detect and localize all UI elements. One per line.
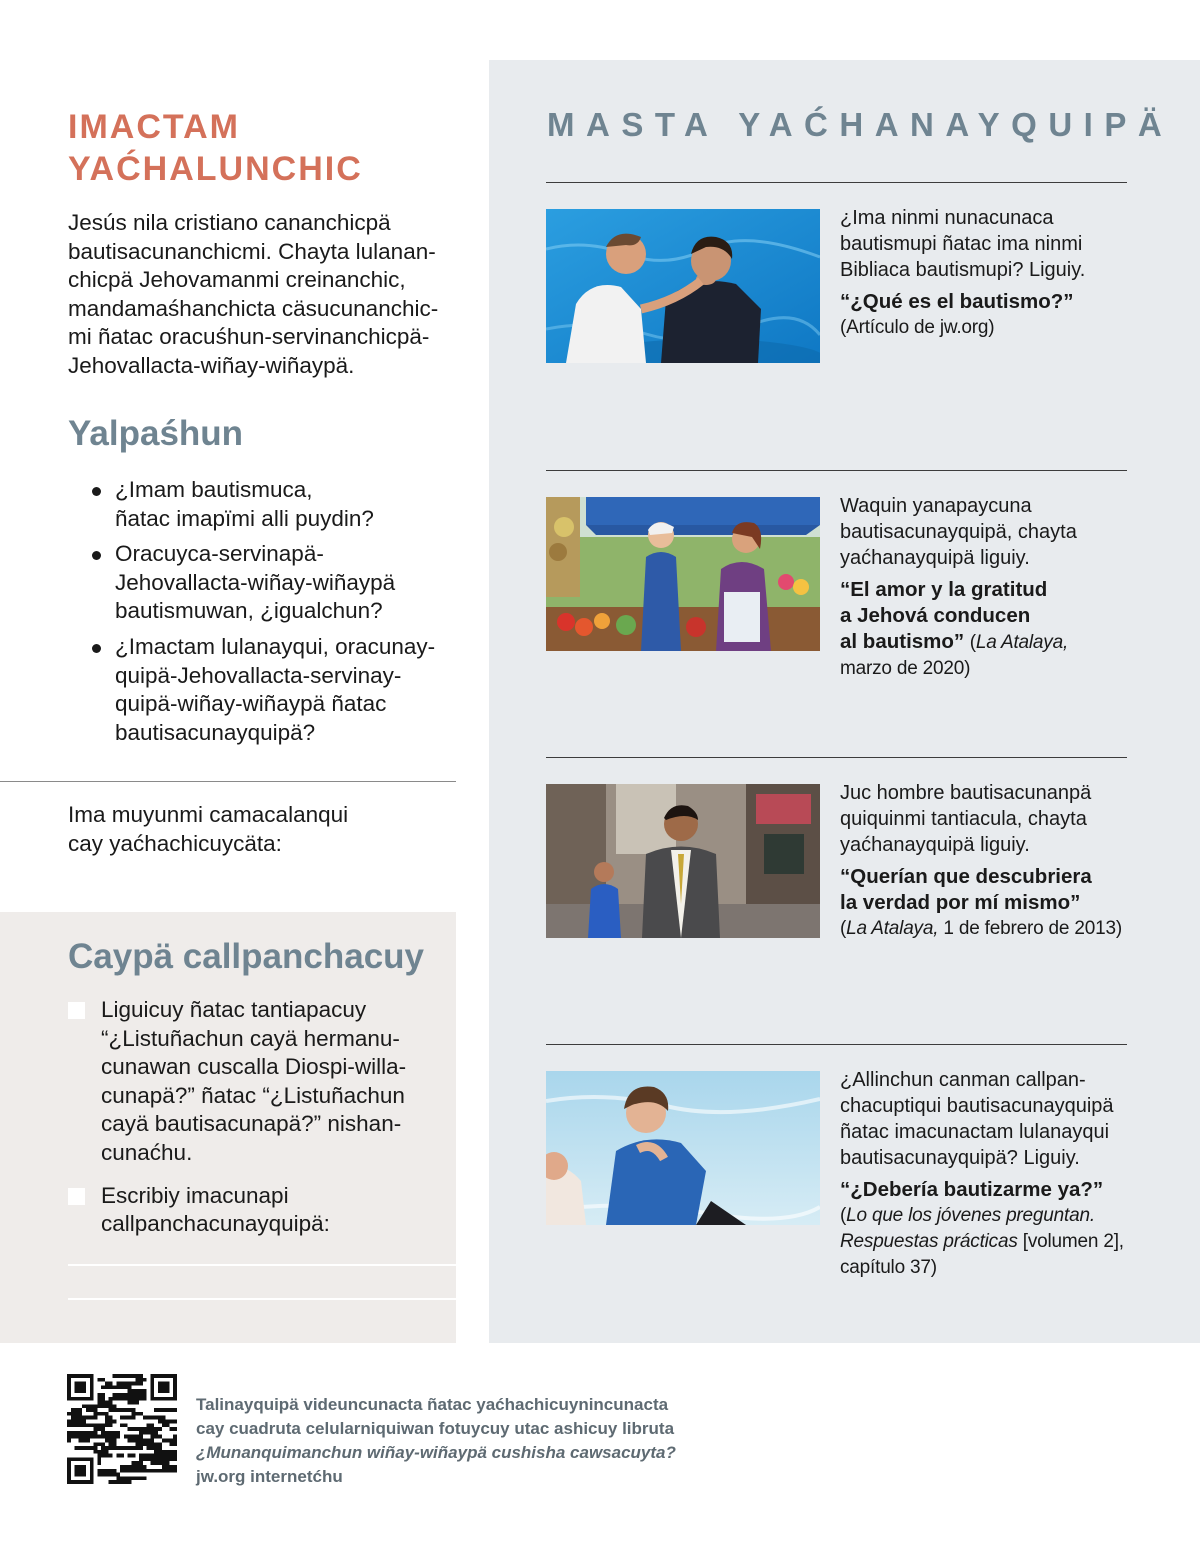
entry-desc-line: ¿Ima ninmi nunacunaca bbox=[840, 207, 1054, 229]
resource-entry bbox=[840, 205, 1140, 341]
photo-baptism-pool bbox=[546, 209, 820, 363]
question-line: ¿Imam bautismuca, bbox=[115, 477, 313, 502]
article-title[interactable]: “El amor y la gratitud bbox=[840, 578, 1048, 601]
question-line: Oracuyca-servinapä- bbox=[115, 541, 324, 567]
bullet-icon bbox=[92, 487, 101, 496]
task-line: cunaćhu. bbox=[101, 1139, 193, 1165]
entry-desc-line: Juc hombre bautisacunanpä bbox=[840, 782, 1092, 804]
memo-line: cay yaćhachicuycäta: bbox=[68, 830, 282, 856]
article-title[interactable]: “¿Qué es el bautismo?” bbox=[840, 290, 1074, 313]
intro-line: Jehovallacta-wiñay-wiñaypä. bbox=[68, 352, 355, 378]
intro-line: mandamaśhanchicta cäsucunanchic- bbox=[68, 295, 439, 321]
source-line: (Artículo de jw.org) bbox=[840, 317, 995, 338]
source-line: marzo de 2020) bbox=[840, 658, 971, 679]
task-line: “¿Listuñachun cayä hermanu- bbox=[101, 1025, 400, 1051]
practice-heading: Caypä callpanchacuy bbox=[68, 937, 424, 976]
source-title: Respuestas prácticas bbox=[840, 1231, 1018, 1252]
memo-line: Ima muyunmi camacalanqui bbox=[68, 802, 349, 827]
task-line: cunapä?” ñatac “¿Listuñachun bbox=[101, 1082, 405, 1108]
question-line: quipä-Jehovallacta-servinay- bbox=[115, 662, 402, 688]
checkbox[interactable] bbox=[68, 1002, 85, 1019]
divider bbox=[0, 781, 456, 782]
writing-line[interactable] bbox=[68, 1264, 456, 1266]
list-item bbox=[92, 540, 462, 626]
task-line: Liguicuy ñatac tantiapacuy bbox=[101, 997, 367, 1022]
intro-line: chicpä Jehovamanmi creinanchic, bbox=[68, 267, 406, 293]
entry-desc-line: quiquinmi tantiacula, chayta bbox=[840, 808, 1087, 830]
entry-desc-line: bautisacunayquipä, chayta bbox=[840, 521, 1077, 543]
task-line: cunawan cuscalla Diospi-willa- bbox=[101, 1054, 407, 1080]
task-line: Escribiy imacunapi bbox=[101, 1182, 289, 1208]
divider bbox=[546, 757, 1127, 758]
review-heading: Yalpaśhun bbox=[68, 414, 244, 453]
source-line: capítulo 37) bbox=[840, 1257, 937, 1278]
divider bbox=[546, 1044, 1127, 1045]
intro-line: Jesús nila cristiano cananchicpä bbox=[68, 210, 391, 235]
intro-line: mi ñatac oracuśhun-servinanchicpä- bbox=[68, 324, 430, 350]
checkbox[interactable] bbox=[68, 1188, 85, 1205]
title-line: IMACTAM bbox=[68, 108, 240, 146]
task-line: callpanchacunayquipä: bbox=[101, 1211, 330, 1237]
footer-line: Talinayquipä videuncunacta ñatac yaćhachicuynincunacta bbox=[196, 1395, 669, 1414]
book-title[interactable]: ¿Munanquimanchun wiñay-wiñaypä cushisha cawsacuyta? bbox=[196, 1443, 676, 1462]
question-line: ¿Imactam lulanayqui, oracunay- bbox=[115, 633, 436, 659]
website-label[interactable]: jw.org internetćhu bbox=[196, 1467, 343, 1486]
source-line: [volumen 2], bbox=[1022, 1231, 1124, 1252]
article-title[interactable]: al bautismo” bbox=[840, 630, 965, 653]
review-questions bbox=[92, 476, 462, 754]
photo-city-street bbox=[546, 784, 820, 938]
source-title: Lo que los jóvenes preguntan. bbox=[846, 1205, 1095, 1226]
question-line: Jehovallacta-wiñay-wiñaypä bbox=[115, 569, 396, 595]
question-line: quipä-wiñay-wiñaypä ñatac bbox=[115, 691, 387, 717]
memory-verse-prompt bbox=[68, 801, 348, 858]
entry-desc-line: bautismupi ñatac ima ninmi bbox=[840, 233, 1083, 255]
article-title[interactable]: la verdad por mí mismo” bbox=[840, 891, 1081, 914]
entry-desc-line: yaćhanayquipä liguiy. bbox=[840, 834, 1030, 856]
question-line: bautisacunayquipä? bbox=[115, 719, 316, 745]
resource-entry: Waquin yanapaycuna bautisacunayquipä, chayta yaćhanayquipä liguiy. “El amor y la gratitud a Jehová conducen al bautismo” (La Atalaya, marzo de 2020) bbox=[840, 493, 1140, 682]
question-line: ñatac imapïmi alli puydin? bbox=[115, 505, 374, 531]
entry-desc-line: Bibliaca bautismupi? Liguiy. bbox=[840, 259, 1086, 281]
entry-desc-line: ¿Allinchun canman callpan- bbox=[840, 1069, 1086, 1091]
footer-note bbox=[196, 1393, 676, 1489]
bullet-icon bbox=[92, 644, 101, 653]
entry-desc-line: ñatac imacunactam lulanayqui bbox=[840, 1121, 1110, 1143]
further-study-title: MASTA YAĆHANAYQUIPÄ bbox=[547, 106, 1174, 143]
task-list bbox=[68, 996, 448, 1253]
qr-code-icon[interactable] bbox=[67, 1374, 177, 1484]
list-item bbox=[68, 996, 448, 1168]
photo-market-stall bbox=[546, 497, 820, 651]
entry-desc-line: yaćhanayquipä liguiy. bbox=[840, 547, 1030, 569]
source-line: 1 de febrero de 2013) bbox=[943, 918, 1122, 939]
source-title: La Atalaya, bbox=[846, 918, 939, 939]
photo-young-woman-baptism bbox=[546, 1071, 820, 1225]
list-item bbox=[68, 1182, 448, 1239]
footer-line: cay cuadruta celularniquiwan fotuycuy utac ashicuy libruta bbox=[196, 1419, 675, 1438]
article-title[interactable]: “Querían que descubriera bbox=[840, 865, 1092, 888]
article-title[interactable]: a Jehová conducen bbox=[840, 604, 1031, 627]
entry-desc-line: chacuptiqui bautisacunayquipä bbox=[840, 1095, 1114, 1117]
resource-entry: ¿Allinchun canman callpan- chacuptiqui bautisacunayquipä ñatac imacunactam lulanayqui bautisacunayquipä? Liguiy. “¿Debería bautizarme ya?” (Lo que los jóvenes preguntan. Respuestas prácticas [volumen 2], capítulo 37) bbox=[840, 1067, 1140, 1281]
intro-line: bautisacunanchicmi. Chayta lulanan- bbox=[68, 238, 436, 264]
page-title bbox=[68, 106, 468, 190]
divider bbox=[546, 182, 1127, 183]
entry-desc-line: Waquin yanapaycuna bbox=[840, 495, 1032, 517]
article-title[interactable]: “¿Debería bautizarme ya?” bbox=[840, 1178, 1104, 1201]
divider bbox=[546, 470, 1127, 471]
title-line: YAĆHALUNCHIC bbox=[68, 150, 363, 188]
entry-desc-line: bautisacunayquipä? Liguiy. bbox=[840, 1147, 1080, 1169]
source-title: La Atalaya, bbox=[975, 632, 1069, 653]
resource-entry: Juc hombre bautisacunanpä quiquinmi tantiacula, chayta yaćhanayquipä liguiy. “Querían que descubriera la verdad por mí mismo” (La Atalaya, 1 de febrero de 2013) bbox=[840, 780, 1140, 942]
list-item bbox=[92, 476, 462, 533]
task-line: cayä bautisacunapä?” nishan- bbox=[101, 1111, 402, 1137]
list-item bbox=[92, 633, 462, 747]
intro-paragraph bbox=[68, 209, 458, 381]
writing-line[interactable] bbox=[68, 1298, 456, 1300]
question-line: bautismuwan, ¿igualchun? bbox=[115, 598, 383, 624]
bullet-icon bbox=[92, 551, 101, 560]
